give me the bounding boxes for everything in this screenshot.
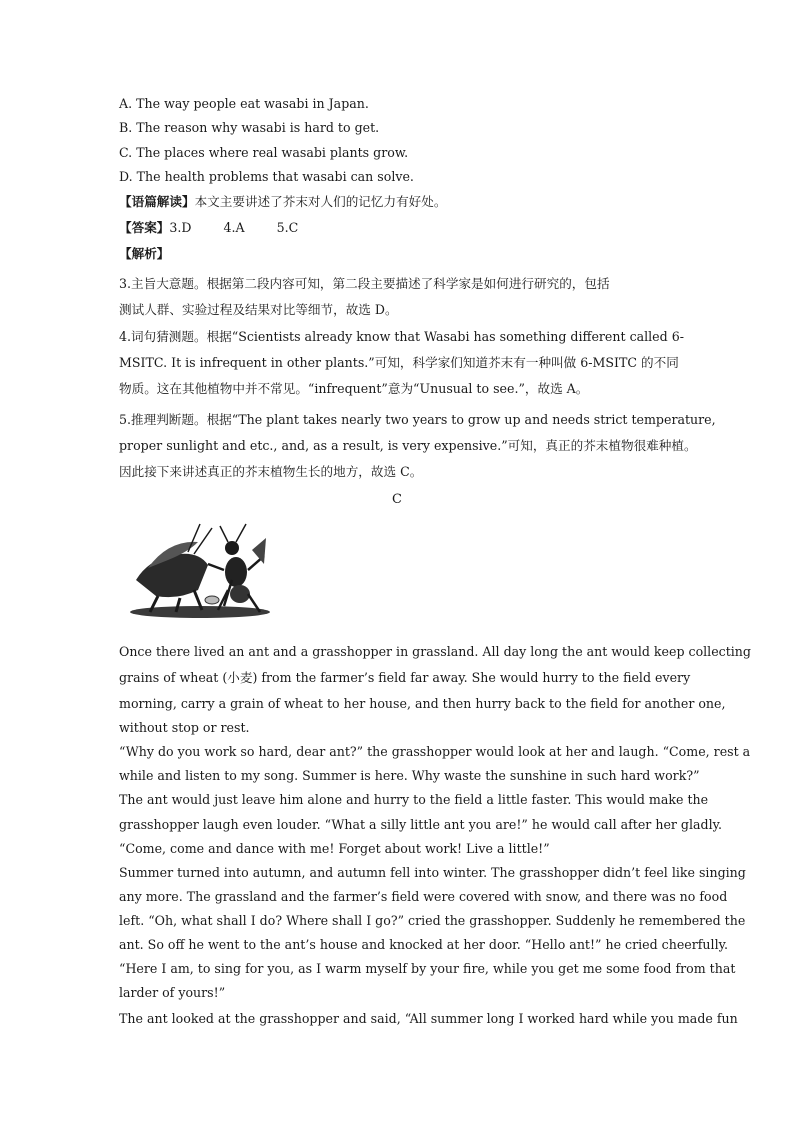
explanation-line: 因此接下来讲述真正的芥末植物生长的地方，故选 C。: [119, 464, 423, 479]
explanation-line: 物质。这在其他植物中并不常见。“infrequent”意为“Unusual to see.”，故选 A。: [119, 381, 589, 396]
story-line: Summer turned into autumn, and autumn fell into winter. The grasshopper didn’t feel like singing: [119, 865, 746, 880]
option-d: D. The health problems that wasabi can solve.: [119, 169, 414, 184]
explanation-line: 3.主旨大意题。根据第二段内容可知，第二段主要描述了科学家是如何进行研究的，包括: [119, 276, 610, 291]
story-line: grasshopper laugh even louder. “What a silly little ant you are!” he would call after her gladly.: [119, 817, 723, 832]
story-line: morning, carry a grain of wheat to her house, and then hurry back to the field for another one,: [119, 696, 726, 711]
reading-note: [119, 194, 679, 210]
story-line: grains of wheat (小麦) from the farmer’s field far away. She would hurry to the field every: [119, 670, 691, 685]
story-line: The ant looked at the grasshopper and said, “All summer long I worked hard while you made fun: [119, 1011, 738, 1026]
analysis-label: 【解析】: [119, 246, 170, 261]
story-line: larder of yours!”: [119, 985, 226, 1000]
story-line: “Come, come and dance with me! Forget about work! Live a little!”: [119, 841, 550, 856]
reading-note-text: 本文主要讲述了芥末对人们的记忆力有好处。: [194, 194, 447, 209]
ant-grasshopper-illustration: [128, 520, 270, 620]
explanation-line: proper sunlight and etc., and, as a result, is very expensive.”可知，真正的芥末植物很难种植。: [119, 438, 697, 453]
reading-note-label: 【语篇解读】: [119, 194, 195, 209]
story-line: ant. So off he went to the ant’s house and knocked at her door. “Hello ant!” he cried cheerfully.: [119, 937, 729, 952]
story-line: left. “Oh, what shall I do? Where shall I go?” cried the grasshopper. Suddenly he remembered the: [119, 913, 746, 928]
answer-line: [119, 220, 679, 236]
story-line: any more. The grassland and the farmer’s field were covered with snow, and there was no food: [119, 889, 728, 904]
explanation-line: 5.推理判断题。根据“The plant takes nearly two years to grow up and needs strict temperature,: [119, 412, 716, 427]
answer-text: 3.D 4.A 5.C: [169, 220, 299, 235]
option-b: B. The reason why wasabi is hard to get.: [119, 120, 380, 135]
story-line: without stop or rest.: [119, 720, 250, 735]
explanation-line: MSITC. It is infrequent in other plants.”可知，科学家们知道芥末有一种叫做 6-MSITC 的不同: [119, 355, 679, 370]
story-line: The ant would just leave him alone and hurry to the field a little faster. This would make the: [119, 792, 709, 807]
story-line: “Here I am, to sing for you, as I warm myself by your fire, while you get me some food from that: [119, 961, 736, 976]
story-line: Once there lived an ant and a grasshopper in grassland. All day long the ant would keep collecting: [119, 644, 751, 659]
section-letter: C: [392, 492, 402, 507]
answer-label: 【答案】: [119, 220, 170, 235]
explanation-line: 测试人群、实验过程及结果对比等细节，故选 D。: [119, 302, 398, 317]
option-a: A. The way people eat wasabi in Japan.: [119, 96, 369, 111]
option-c: C. The places where real wasabi plants grow.: [119, 145, 409, 160]
explanation-line: 4.词句猜测题。根据“Scientists already know that Wasabi has something different called 6-: [119, 329, 684, 344]
story-line: while and listen to my song. Summer is here. Why waste the sunshine in such hard work?”: [119, 768, 700, 783]
story-line: “Why do you work so hard, dear ant?” the grasshopper would look at her and laugh. “Come, rest a: [119, 744, 751, 759]
